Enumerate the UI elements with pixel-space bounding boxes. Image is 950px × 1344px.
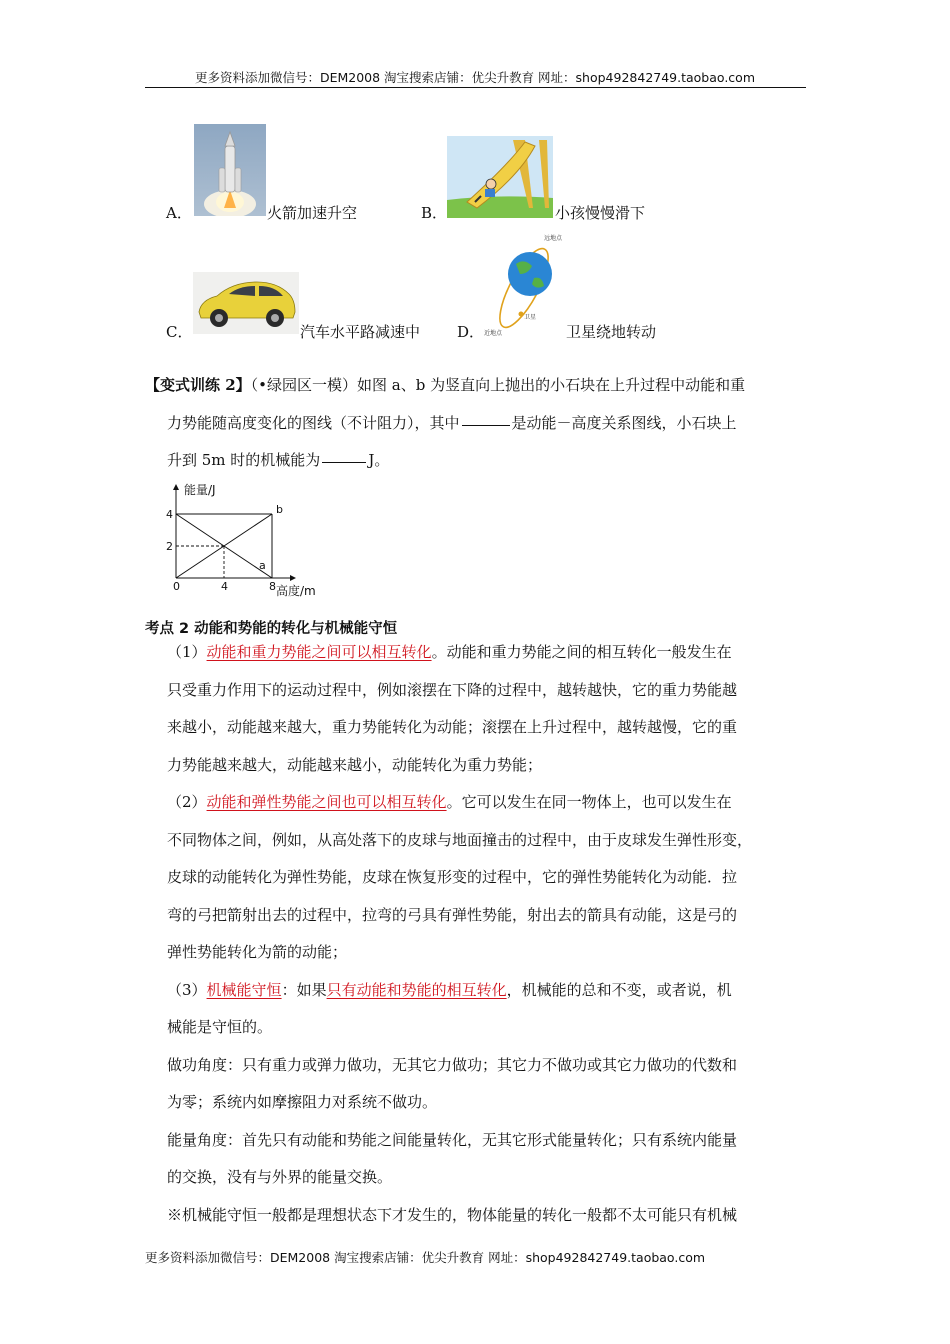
para-5-line-1: 能量角度：首先只有动能和势能之间能量转化，无其它形式能量转化；只有系统内能量 <box>167 1130 738 1149</box>
para-3-line-2: 械能是守恒的。 <box>167 1018 273 1036</box>
x-axis-arrow <box>290 575 296 581</box>
page-header: 更多资料添加微信号：DEM2008 淘宝搜索店铺：优尖升教育 网址：shop492842749.taobao.com <box>194 70 756 85</box>
para-1-line-2: 只受重力作用下的运动过程中，例如滚摆在下降的过程中，越转越快，它的重力势能越 <box>167 680 738 699</box>
x-tick-8: 8 <box>269 580 276 593</box>
para-4-line-2: 为零；系统内如摩擦阻力对系统不做功。 <box>167 1093 438 1111</box>
exercise-tag: 【变式训练 2】 <box>145 376 251 394</box>
option-a-letter: A． <box>166 204 192 222</box>
option-c-text: 汽车水平路减速中 <box>300 323 421 341</box>
rocket-image <box>194 124 266 216</box>
y-tick-4: 4 <box>166 508 173 521</box>
answer-blank-2[interactable] <box>322 461 366 463</box>
x-tick-4: 4 <box>221 580 228 593</box>
answer-blank-1[interactable] <box>462 424 510 426</box>
para-4-line-1: 做功角度：只有重力或弹力做功，无其它力做功；其它力不做功或其它力做功的代数和 <box>167 1055 738 1074</box>
car-image <box>193 272 299 334</box>
section-2-body <box>167 634 812 1234</box>
series-label-a: a <box>259 559 266 573</box>
exercise-line-2: 力势能随高度变化的图线（不计阻力），其中 是动能－高度关系图线，小石块上 <box>167 414 737 432</box>
para-5-line-2: 的交换，没有与外界的能量交换。 <box>167 1168 393 1186</box>
energy-height-chart <box>160 478 360 600</box>
para-1-line-1: （1）动能和重力势能之间可以相互转化。动能和重力势能之间的相互转化一般发生在 <box>167 643 732 661</box>
page-footer: 更多资料添加微信号：DEM2008 淘宝搜索店铺：优尖升教育 网址：shop492842749.taobao.com <box>145 1250 706 1265</box>
para-1-line-4: 力势能越来越大，动能越来越小，动能转化为重力势能； <box>167 755 543 774</box>
para-2-line-5: 弹性势能转化为箭的动能； <box>167 943 348 961</box>
option-d-text: 卫星绕地转动 <box>566 323 657 341</box>
x-axis-label: 高度/m <box>276 584 316 598</box>
option-b-letter: B． <box>421 204 448 222</box>
para-2-line-4: 弯的弓把箭射出去的过程中，拉弯的弓具有弹性势能，射出去的箭具有动能，这是弓的 <box>167 905 738 924</box>
far-point-label: 远地点 <box>544 235 563 242</box>
satellite-orbit-image <box>484 230 566 340</box>
y-axis-arrow <box>173 484 179 490</box>
exercise-line-1: 【变式训练 2】（•绿园区一模）如图 a、b 为竖直向上抛出的小石块在上升过程中动能和重 <box>145 376 746 394</box>
y-axis-label: 能量/J <box>184 483 216 497</box>
satellite-label: 卫星 <box>524 314 537 321</box>
slide-image <box>447 136 553 218</box>
key-point-4: 只有动能和势能的相互转化 <box>326 980 507 999</box>
key-point-3: 机械能守恒 <box>206 980 282 999</box>
y-tick-2: 2 <box>166 540 173 553</box>
para-2-line-2: 不同物体之间，例如，从高处落下的皮球与地面撞击的过程中，由于皮球发生弹性形变， <box>167 830 753 849</box>
near-point-label: 近地点 <box>484 330 503 337</box>
option-c-letter: C． <box>166 323 193 341</box>
x-tick-0: 0 <box>173 580 180 593</box>
section-2-title: 考点 2 动能和势能的转化与机械能守恒 <box>145 621 398 637</box>
para-3-line-1: （3）机械能守恒：如果只有动能和势能的相互转化，机械能的总和不变，或者说，机 <box>167 980 732 999</box>
para-1-line-3: 来越小，动能越来越大，重力势能转化为动能；滚摆在上升过程中，越转越慢，它的重 <box>167 718 738 736</box>
key-point-1: 动能和重力势能之间可以相互转化 <box>206 643 432 661</box>
para-2-line-1: （2）动能和弹性势能之间也可以相互转化。它可以发生在同一物体上，也可以发生在 <box>167 793 732 811</box>
para-6-line-1: ※机械能守恒一般都是理想状态下才发生的，物体能量的转化一般都不太可能只有机械 <box>167 1205 738 1224</box>
header-divider <box>145 87 806 88</box>
option-b-text: 小孩慢慢滑下 <box>555 204 646 222</box>
exercise-line-3: 升到 5m 时的机械能为 J。 <box>167 451 390 469</box>
option-d-letter: D． <box>457 323 485 341</box>
series-label-b: b <box>276 503 283 516</box>
option-a-text: 火箭加速升空 <box>267 204 358 222</box>
key-point-2: 动能和弹性势能之间也可以相互转化 <box>206 793 447 811</box>
para-2-line-3: 皮球的动能转化为弹性势能，皮球在恢复形变的过程中，它的弹性势能转化为动能．拉 <box>167 868 738 886</box>
